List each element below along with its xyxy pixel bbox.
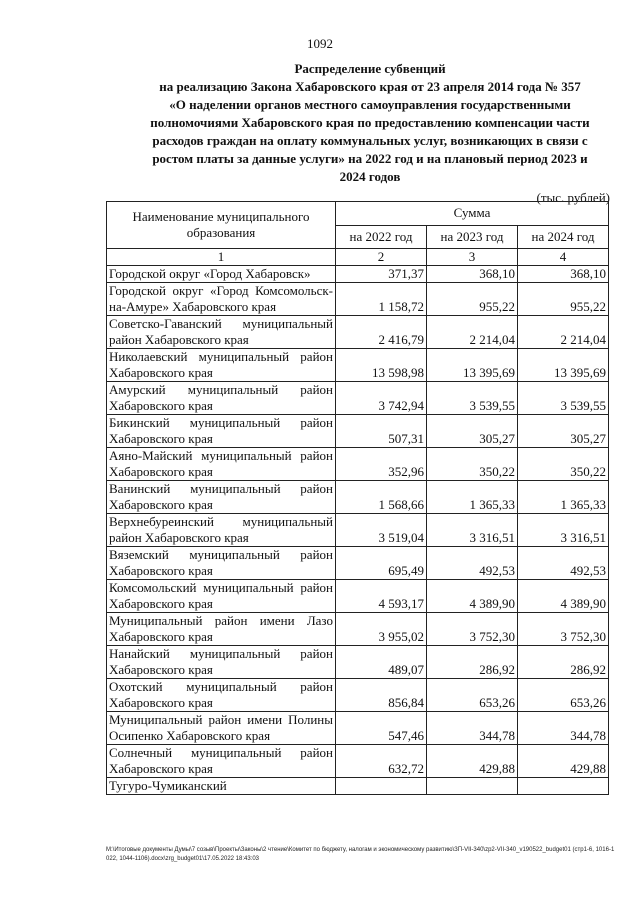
table-body xyxy=(107,266,609,795)
municipality-name: Тугуро-Чумиканский xyxy=(107,778,336,795)
amount-2022 xyxy=(336,778,427,795)
municipality-name: Аяно-Майский муниципальный район Хабаровского края xyxy=(107,448,336,481)
amount-2024: 286,92 xyxy=(518,646,609,679)
municipality-name: Муниципальный район имени Лазо Хабаровского края xyxy=(107,613,336,646)
table-row xyxy=(107,283,609,316)
amount-2022: 489,07 xyxy=(336,646,427,679)
header-year-2022: на 2022 год xyxy=(336,225,427,249)
municipality-name: Нанайский муниципальный район Хабаровского края xyxy=(107,646,336,679)
table-row xyxy=(107,349,609,382)
table-row xyxy=(107,514,609,547)
municipality-name: Охотский муниципальный район Хабаровского края xyxy=(107,679,336,712)
title-line: полномочиями Хабаровского края по предоставлению компенсации части xyxy=(150,115,590,130)
column-number: 4 xyxy=(518,249,609,266)
amount-2022: 507,31 xyxy=(336,415,427,448)
amount-2022: 352,96 xyxy=(336,448,427,481)
amount-2022: 4 593,17 xyxy=(336,580,427,613)
municipality-name: Верхнебуреинский муниципальный район Хабаровского края xyxy=(107,514,336,547)
table-row xyxy=(107,448,609,481)
title-line: Распределение субвенций xyxy=(294,61,446,76)
amount-2023: 955,22 xyxy=(427,283,518,316)
title-line: 2024 годов xyxy=(339,169,401,184)
title-line: на реализацию Закона Хабаровского края от 23 апреля 2014 года № 357 xyxy=(159,79,581,94)
file-path-footer: M:\Итоговые документы Думы\7 созыв\Проекты\Законы\2 чтение\Комитет по бюджету, налогам и экономическому развитию\ЗП-VII-340\zp2-VII-340_v190522_budget01 (стр1-6, 1016-1022, 1044-1106).docx\zrg_budget01\17.05.2022 18:43:03 xyxy=(106,847,615,862)
amount-2022: 1 158,72 xyxy=(336,283,427,316)
amount-2024: 350,22 xyxy=(518,448,609,481)
amount-2024: 3 752,30 xyxy=(518,613,609,646)
amount-2022: 1 568,66 xyxy=(336,481,427,514)
municipality-name: Бикинский муниципальный район Хабаровского края xyxy=(107,415,336,448)
municipality-name: Муниципальный район имени Полины Осипенко Хабаровского края xyxy=(107,712,336,745)
amount-2023: 429,88 xyxy=(427,745,518,778)
amount-2024 xyxy=(518,778,609,795)
table-row xyxy=(107,613,609,646)
document-title xyxy=(100,60,640,186)
table-row xyxy=(107,266,609,283)
amount-2022: 13 598,98 xyxy=(336,349,427,382)
amount-2023: 4 389,90 xyxy=(427,580,518,613)
table-row xyxy=(107,316,609,349)
municipality-name: Солнечный муниципальный район Хабаровского края xyxy=(107,745,336,778)
page-number: 1092 xyxy=(307,36,333,51)
subventions-table xyxy=(106,201,609,795)
municipality-name: Городской округ «Город Комсомольск-на-Амуре» Хабаровского края xyxy=(107,283,336,316)
amount-2022: 3 519,04 xyxy=(336,514,427,547)
amount-2022: 3 955,02 xyxy=(336,613,427,646)
table-row xyxy=(107,745,609,778)
amount-2023 xyxy=(427,778,518,795)
amount-2023: 368,10 xyxy=(427,266,518,283)
table-row xyxy=(107,778,609,795)
header-year-2024: на 2024 год xyxy=(518,225,609,249)
amount-2023: 286,92 xyxy=(427,646,518,679)
amount-2022: 2 416,79 xyxy=(336,316,427,349)
header-name: Наименование муниципального образования xyxy=(107,202,336,249)
table-row xyxy=(107,415,609,448)
amount-2024: 955,22 xyxy=(518,283,609,316)
amount-2023: 350,22 xyxy=(427,448,518,481)
municipality-name: Советско-Гаванский муниципальный район Хабаровского края xyxy=(107,316,336,349)
municipality-name: Городской округ «Город Хабаровск» xyxy=(107,266,336,283)
header-sum: Сумма xyxy=(336,202,609,226)
amount-2022: 632,72 xyxy=(336,745,427,778)
title-line: расходов граждан на оплату коммунальных услуг, возникающих в связи с xyxy=(152,133,588,148)
title-line: ростом платы за данные услуги» на 2022 год и на плановый период 2023 и xyxy=(152,151,588,166)
amount-2024: 4 389,90 xyxy=(518,580,609,613)
column-number: 3 xyxy=(427,249,518,266)
amount-2023: 3 752,30 xyxy=(427,613,518,646)
table-row xyxy=(107,679,609,712)
amount-2024: 2 214,04 xyxy=(518,316,609,349)
municipality-name: Ванинский муниципальный район Хабаровского края xyxy=(107,481,336,514)
column-number: 1 xyxy=(107,249,336,266)
amount-2024: 492,53 xyxy=(518,547,609,580)
table-row xyxy=(107,580,609,613)
amount-2024: 653,26 xyxy=(518,679,609,712)
municipality-name: Комсомольский муниципальный район Хабаровского края xyxy=(107,580,336,613)
amount-2024: 3 539,55 xyxy=(518,382,609,415)
amount-2024: 368,10 xyxy=(518,266,609,283)
table-row xyxy=(107,712,609,745)
amount-2024: 429,88 xyxy=(518,745,609,778)
amount-2024: 13 395,69 xyxy=(518,349,609,382)
amount-2022: 371,37 xyxy=(336,266,427,283)
amount-2024: 1 365,33 xyxy=(518,481,609,514)
units-label: (тыс. рублей) xyxy=(536,190,610,205)
amount-2023: 3 316,51 xyxy=(427,514,518,547)
amount-2023: 492,53 xyxy=(427,547,518,580)
table-row xyxy=(107,547,609,580)
amount-2023: 3 539,55 xyxy=(427,382,518,415)
amount-2022: 856,84 xyxy=(336,679,427,712)
municipality-name: Вяземский муниципальный район Хабаровского края xyxy=(107,547,336,580)
amount-2023: 13 395,69 xyxy=(427,349,518,382)
table-row xyxy=(107,481,609,514)
amount-2023: 653,26 xyxy=(427,679,518,712)
table-row xyxy=(107,646,609,679)
municipality-name: Николаевский муниципальный район Хабаровского края xyxy=(107,349,336,382)
amount-2024: 344,78 xyxy=(518,712,609,745)
amount-2024: 305,27 xyxy=(518,415,609,448)
amount-2023: 344,78 xyxy=(427,712,518,745)
amount-2024: 3 316,51 xyxy=(518,514,609,547)
amount-2022: 3 742,94 xyxy=(336,382,427,415)
amount-2023: 2 214,04 xyxy=(427,316,518,349)
amount-2023: 305,27 xyxy=(427,415,518,448)
header-year-2023: на 2023 год xyxy=(427,225,518,249)
amount-2022: 695,49 xyxy=(336,547,427,580)
title-line: «О наделении органов местного самоуправления государственными xyxy=(169,97,571,112)
column-number: 2 xyxy=(336,249,427,266)
table-row xyxy=(107,382,609,415)
municipality-name: Амурский муниципальный район Хабаровского края xyxy=(107,382,336,415)
amount-2022: 547,46 xyxy=(336,712,427,745)
amount-2023: 1 365,33 xyxy=(427,481,518,514)
